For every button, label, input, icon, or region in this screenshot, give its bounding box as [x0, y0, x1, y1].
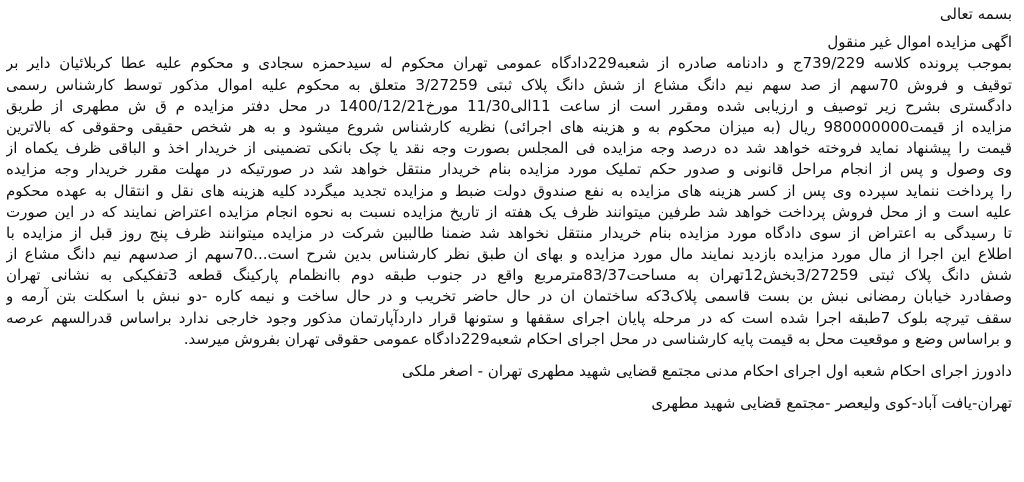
notice-address: تهران-یافت آباد-کوی ولیعصر -مجتمع قضایی شهید مطهری: [651, 394, 1012, 413]
notice-body-line: دادگستری بشرح زیر توصیف و ارزیابی شده ومقرر است از ساعت 11الی11/30 مورخ1400/12/21 در محل دفتر مزایده م ق ش مطهری از طریق: [6, 96, 1012, 115]
notice-body-line: وی وصول و پس از انجام مراحل قانونی و صدور حکم تملیک مورد مزایده بنام خریدار منتقل خواهد شد در صورتیکه در مهلت مقرر خریدار وجه مزایده: [6, 160, 1012, 179]
notice-body-line: اطلاع این اجرا از مال مورد مزایده بازدید نمایند مال مورد مزایده و بهای ان طبق نظر کارشناس بدین شرح است...70سهم از صدسهم نیم دانگ مشاع از: [6, 245, 1012, 264]
notice-body-line: سقف تیرچه بلوک 7طبقه اجرا شده است که در مرحله پایان اجرای سقفها و ستونها قرار داردآپارتمان مذکور وجود خارجی ندارد براساس قدرالسهم عرصه: [6, 308, 1012, 327]
notice-body: [6, 53, 1012, 350]
notice-body-line: وصفادرد خیابان رمضانی نبش بن بست قاسمی پلاک3که ساختمان ان در حال حاضر تخریب و در حال ساخت و نیمه کاره -دو نبش با اسکلت بتن آرمه و: [6, 287, 1012, 306]
notice-body-line: مزایده از قیمت980000000 ریال (به میزان محکوم به و هزینه های اجرائی) نظریه کارشناس شروع میشود و به هر شخص حقیقی وحقوقی که بالاترین: [6, 117, 1012, 136]
notice-body-line: را پرداخت ننماید سپرده وی پس از کسر هزینه های مزایده به نفع صندوق دولت ضبط و مزایده تجدید میگردد کلیه هزینه های نقل و انتقال به عهده محکوم: [6, 181, 1012, 200]
notice-body-line: قیمت را پیشنهاد نماید فروخته خواهد شد ده درصد وجه مزایده فی المجلس بصورت وجه نقد یا چک بانکی تضمینی از خریدار اخذ و الباقی ظرف یکماه از: [6, 139, 1012, 158]
auction-notice: [6, 4, 1012, 414]
notice-opening: بسمه تعالی: [939, 5, 1012, 23]
notice-body-line: بموجب پرونده کلاسه 739/229ج و دادنامه صادره از شعبه229دادگاه عمومی تهران محکوم له سیدحمزه سجادی و محکوم علیه عطا کربلائیان دایر بر: [6, 54, 1012, 73]
notice-body-line: توقیف و فروش 70سهم از صد سهم نیم دانگ مشاع از شش دانگ پلاک ثبتی 3/27259 متعلق به محکوم علیه اموال مذکور توسط کارشناس رسمی: [6, 75, 1012, 94]
notice-body-line: شش دانگ پلاک ثبتی 3/27259بخش12تهران به مساحت83/37مترمربع واقع در جنوب طبقه دوم باانظمام پارکینگ قطعه 3تفکیکی به نشانی تهران: [6, 266, 1012, 285]
notice-body-line: تا رسیدگی به اعتراض از سوی دادگاه مورد مزایده بنام خریدار منتقل نخواهد شد ضمنا طالبین شرکت در مزایده میتوانند ظرف پنج روز قبل از مزایده با: [6, 223, 1012, 242]
notice-signature: دادورز اجرای احکام شعبه اول اجرای احکام مدنی مجتمع قضایی شهید مطهری تهران - اصغر ملکی: [401, 362, 1012, 380]
notice-title: اگهی مزایده اموال غیر منقول: [827, 33, 1012, 52]
notice-body-line: علیه است و از محل فروش پرداخت خواهد شد طرفین میتوانند ظرف یک هفته از تاریخ مزایده نسبت به نحوه انجام مزایده اعتراض نمایند که در این صورت: [6, 202, 1012, 221]
notice-body-line: و براساس وضع و موقعیت محل به قیمت پایه کارشناسی در محل اجرای احکام شعبه229دادگاه عمومی حقوقی تهران بفروش میرسد.: [183, 329, 1012, 348]
